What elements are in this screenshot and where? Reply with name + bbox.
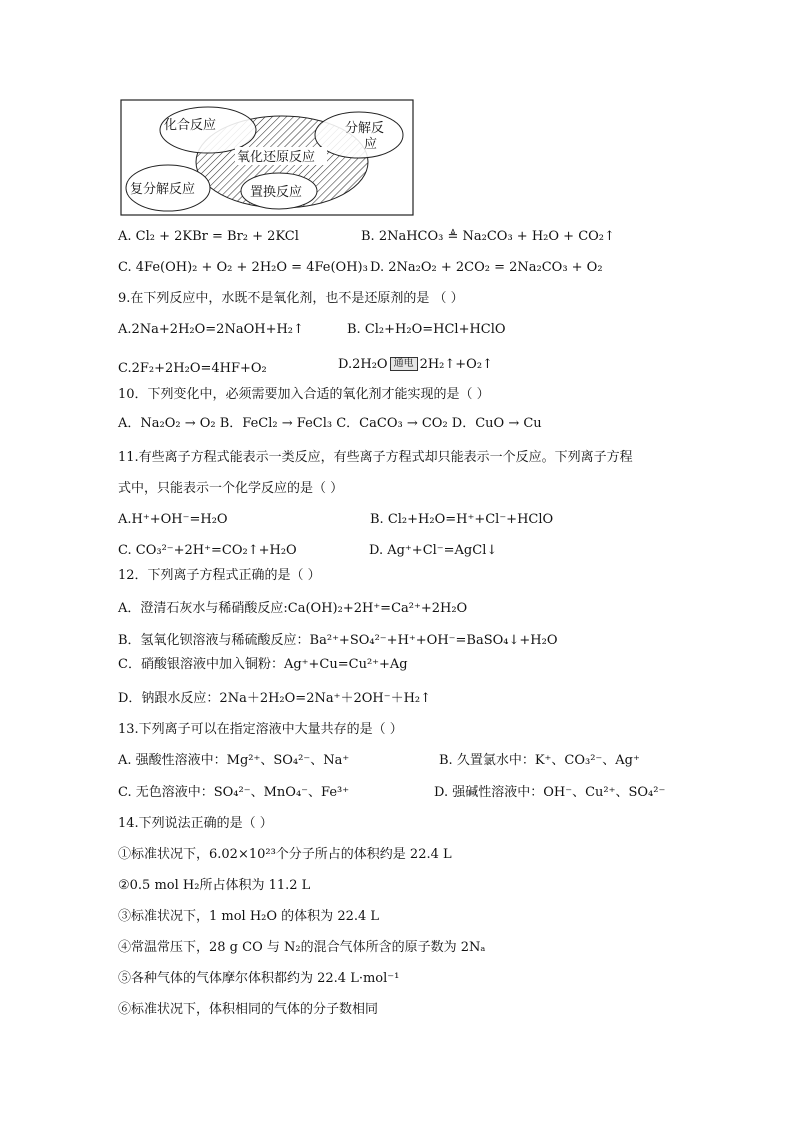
q9-option-a: A.2Na+2H₂O=2NaOH+H₂↑ <box>118 322 304 337</box>
q10-options: A．Na₂O₂ → O₂ B．FeCl₂ → FeCl₃ C．CaCO₃ → CO₂ D．CuO → Cu <box>118 416 542 431</box>
q8-option-d: D. 2Na₂O₂ + 2CO₂ = 2Na₂CO₃ + O₂ <box>370 260 603 275</box>
q14-stem: 14.下列说法正确的是（ ） <box>118 816 273 831</box>
q12-option-a: A．澄清石灰水与稀硝酸反应:Ca(OH)₂+2H⁺=Ca²⁺+2H₂O <box>118 601 468 616</box>
q9-option-d <box>338 356 493 374</box>
displacement-label: 置换反应 <box>250 185 303 200</box>
q14-statement-6: ⑥标准状况下，体积相同的气体的分子数相同 <box>118 1002 379 1017</box>
q11-option-c: C. CO₃²⁻+2H⁺=CO₂↑+H₂O <box>118 543 297 558</box>
q13-option-c: C. 无色溶液中：SO₄²⁻、MnO₄⁻、Fe³⁺ <box>118 785 350 800</box>
q13-option-b: B. 久置氯水中：K⁺、CO₃²⁻、Ag⁺ <box>439 753 640 768</box>
q13-option-a: A. 强酸性溶液中：Mg²⁺、SO₄²⁻、Na⁺ <box>118 753 350 768</box>
q12-stem: 12．下列离子方程式正确的是（ ） <box>118 568 321 583</box>
q14-statement-3: ③标准状况下，1 mol H₂O 的体积为 22.4 L <box>118 909 380 924</box>
electrolysis-condition-badge: 通电 <box>390 357 418 371</box>
double-decomposition-label: 复分解反应 <box>130 182 196 197</box>
q9-option-c: C.2F₂+2H₂O=4HF+O₂ <box>118 361 267 376</box>
q9-option-d-rhs: 2H₂↑+O₂↑ <box>419 357 493 372</box>
q10-stem: 10．下列变化中，必须需要加入合适的氧化剂才能实现的是（ ） <box>118 387 490 402</box>
q12-option-b: B．氢氧化钡溶液与稀硫酸反应：Ba²⁺+SO₄²⁻+H⁺+OH⁻=BaSO₄↓+H₂O <box>118 633 558 648</box>
q13-option-d: D. 强碱性溶液中：OH⁻、Cu²⁺、SO₄²⁻ <box>434 785 666 800</box>
q14-statement-1: ①标准状况下，6.02×10²³个分子所占的体积约是 22.4 L <box>118 847 452 862</box>
q11-stem-line1: 11.有些离子方程式能表示一类反应，有些离子方程式却只能表示一个反应。下列离子方程 <box>118 450 633 465</box>
q8-option-c: C. 4Fe(OH)₂ + O₂ + 2H₂O = 4Fe(OH)₃ <box>118 260 368 275</box>
q14-statement-4: ④常温常压下，28 g CO 与 N₂的混合气体所含的原子数为 2Nₐ <box>118 940 486 955</box>
q9-stem: 9.在下列反应中，水既不是氧化剂，也不是还原剂的是 （ ） <box>118 291 464 306</box>
q14-statement-5: ⑤各种气体的气体摩尔体积都约为 22.4 L·mol⁻¹ <box>118 971 400 986</box>
q12-option-c: C．硝酸银溶液中加入铜粉：Ag⁺+Cu=Cu²⁺+Ag <box>118 657 408 672</box>
q8-option-b: B. 2NaHCO₃ ≜ Na₂CO₃ + H₂O + CO₂↑ <box>361 229 615 244</box>
decomposition-label-line2: 应 <box>364 137 378 152</box>
q11-option-d: D. Ag⁺+Cl⁻=AgCl↓ <box>369 543 498 558</box>
q11-stem-line2: 式中，只能表示一个化学反应的是（ ） <box>118 481 344 496</box>
q14-statement-2: ②0.5 mol H₂所占体积为 11.2 L <box>118 878 311 893</box>
redox-label: 氧化还原反应 <box>237 150 316 165</box>
q11-option-b: B. Cl₂+H₂O=H⁺+Cl⁻+HClO <box>370 512 554 527</box>
combination-label: 化合反应 <box>164 118 217 133</box>
q11-option-a: A.H⁺+OH⁻=H₂O <box>118 512 228 527</box>
decomposition-label-line1: 分解反 <box>345 121 385 136</box>
q13-stem: 13.下列离子可以在指定溶液中大量共存的是（ ） <box>118 722 403 737</box>
q12-option-d: D．钠跟水反应：2Na＋2H₂O=2Na⁺＋2OH⁻＋H₂↑ <box>118 691 432 706</box>
q9-option-b: B. Cl₂+H₂O=HCl+HClO <box>347 322 506 337</box>
reaction-types-venn-diagram <box>120 99 416 217</box>
q8-option-a: A. Cl₂ + 2KBr = Br₂ + 2KCl <box>118 229 299 244</box>
q9-option-d-lhs: D.2H₂O <box>338 357 388 372</box>
